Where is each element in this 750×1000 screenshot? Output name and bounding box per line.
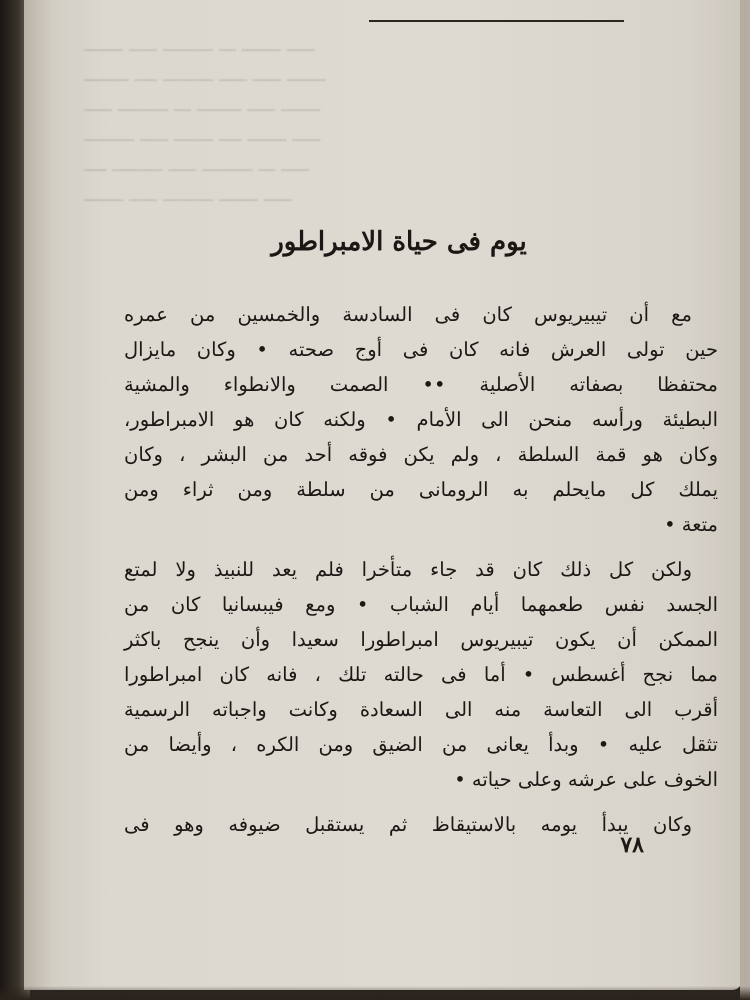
top-rule xyxy=(369,20,624,22)
text-line: البطيئة ورأسه منحن الى الأمام • ولكنه كان هو الامبراطور، xyxy=(124,408,718,431)
page-edge xyxy=(740,0,750,1000)
text-line: حين تولى العرش فانه كان فى أوج صحته • وكان مايزال xyxy=(124,338,718,361)
text-line: ولكن كل ذلك كان قد جاء متأخرا فلم يعد للنبيذ ولا لمتع xyxy=(124,558,692,581)
paragraph xyxy=(124,297,718,542)
paragraph xyxy=(124,552,718,797)
text-line: وكان يبدأ يومه بالاستيقاظ ثم يستقبل ضيوفه وهو فى xyxy=(124,813,692,836)
text-line: تثقل عليه • وبدأ يعانى من الضيق ومن الكره ، وأيضا من xyxy=(124,733,718,756)
book-page xyxy=(24,0,742,990)
text-line: وكان هو قمة السلطة ، ولم يكن فوقه أحد من البشر ، وكان xyxy=(124,443,718,466)
text-line: الممكن أن يكون تيبيريوس امبراطورا سعيدا وأن ينجح باكثر xyxy=(124,628,718,651)
text-line: متعة • xyxy=(664,513,718,536)
page-number: ٧٨ xyxy=(620,832,644,858)
show-through: ـــــــ ـــــ ـــــــــ ـــ ـــــــ ـــــ ــــــــ ــــ ـــــــــ ـــــ ـــــ ـــــــ ـــــ ـــــــــ ـــ ــــــــ ـــــ ـــــــ ـــــــــ ـــــ ـــــــ ــــ ـــــــ ـــــ ــــ ـــــــــ ـــــ ـــــــــ ـــ ـــــ ـــــــ ـــــ ـــــــــ ـــــــ ـــــ xyxy=(84,34,326,206)
text-line: محتفظا بصفاته الأصلية •• الصمت والانطواء والمشية xyxy=(124,373,718,396)
bottom-shadow xyxy=(0,986,750,1000)
chapter-title: يوم فى حياة الامبراطور xyxy=(271,227,527,257)
text-line: الجسد نفس طعمهما أيام الشباب • ومع فيبسانيا كان من xyxy=(124,593,718,616)
text-line: مما نجح أغسطس • أما فى حالته تلك ، فانه كان امبراطورا xyxy=(124,663,718,686)
body-text xyxy=(124,297,718,842)
text-line: الخوف على عرشه وعلى حياته • xyxy=(454,768,718,791)
text-line: يملك كل مايحلم به الرومانى من سلطة ومن ثراء ومن xyxy=(124,478,718,501)
text-line: أقرب الى التعاسة منه الى السعادة وكانت واجباته الرسمية xyxy=(124,698,718,721)
text-line: مع أن تيبيريوس كان فى السادسة والخمسين من عمره xyxy=(124,303,692,326)
